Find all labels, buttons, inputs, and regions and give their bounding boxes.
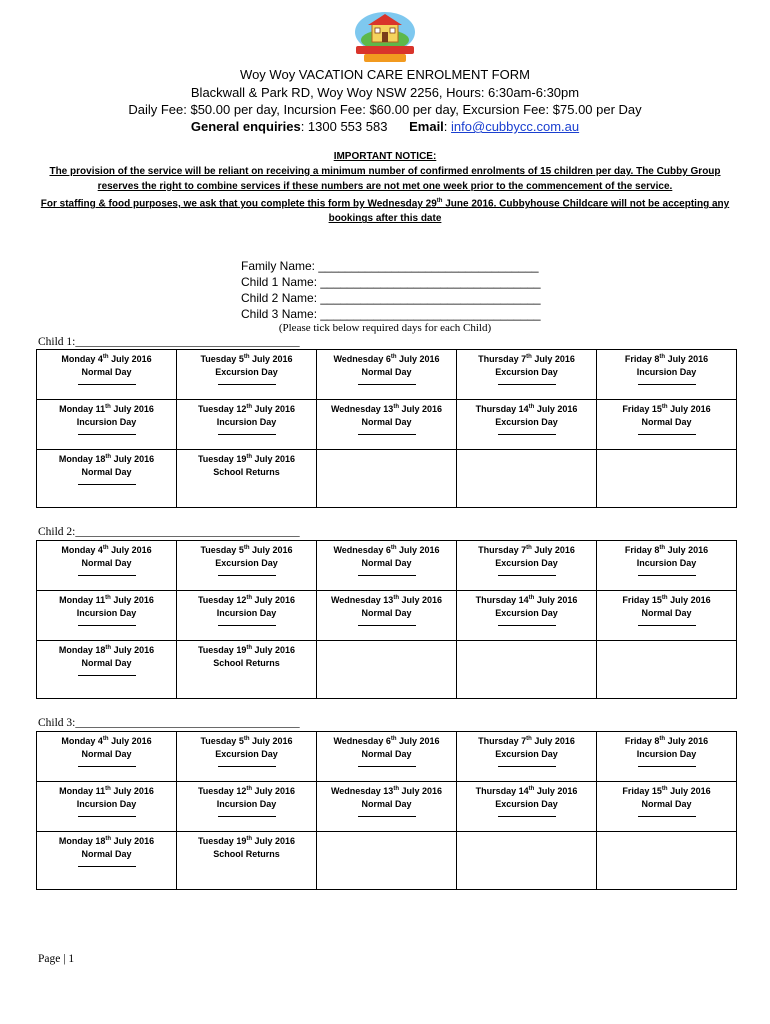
day-date: Tuesday 12th July 2016 bbox=[197, 595, 296, 605]
day-date: Wednesday 13th July 2016 bbox=[330, 786, 443, 796]
notice-line-1: The provision of the service will be reliant on receiving a minimum number of confirmed enrolments of 15 children per day. The Cubby Group reserves the right to combine services if these numbers are not met one week prior to the commencement of the service. bbox=[49, 166, 721, 192]
day-date: Monday 18th July 2016 bbox=[58, 454, 155, 464]
tick-line[interactable] bbox=[218, 382, 276, 385]
tick-line[interactable] bbox=[78, 482, 136, 485]
day-type: School Returns bbox=[213, 658, 280, 668]
cubbyhouse-logo bbox=[352, 10, 418, 64]
page-number: Page | 1 bbox=[38, 953, 75, 965]
day-cell[interactable] bbox=[317, 541, 457, 591]
empty-cell bbox=[457, 641, 597, 699]
form-title: Woy Woy VACATION CARE ENROLMENT FORM bbox=[240, 67, 530, 82]
day-type: Incursion Day bbox=[76, 608, 137, 618]
day-date: Friday 8th July 2016 bbox=[624, 545, 709, 555]
day-type: Normal Day bbox=[81, 658, 132, 668]
tick-line[interactable] bbox=[78, 673, 136, 676]
day-date: Monday 11th July 2016 bbox=[59, 404, 154, 414]
day-cell[interactable] bbox=[457, 541, 597, 591]
day-date: Friday 8th July 2016 bbox=[624, 354, 709, 364]
day-date: Tuesday 12th July 2016 bbox=[197, 786, 296, 796]
email-link[interactable]: info@cubbycc.com.au bbox=[451, 119, 580, 134]
day-cell[interactable] bbox=[177, 782, 317, 832]
day-type: Incursion Day bbox=[636, 749, 697, 759]
child-1-label[interactable]: Child 1:_______________________________________ bbox=[38, 336, 300, 348]
tick-line[interactable] bbox=[218, 623, 276, 626]
day-cell[interactable] bbox=[177, 641, 317, 699]
day-date: Monday 18th July 2016 bbox=[58, 645, 155, 655]
day-date: Monday 11th July 2016 bbox=[59, 786, 154, 796]
table-row bbox=[37, 782, 737, 832]
enquiries-phone: : 1300 553 583 bbox=[300, 119, 388, 134]
enquiries-label: General enquiries bbox=[190, 119, 301, 134]
day-type: Normal Day bbox=[81, 467, 132, 477]
tick-line[interactable] bbox=[78, 814, 136, 817]
tick-line[interactable] bbox=[218, 764, 276, 767]
day-cell[interactable] bbox=[177, 350, 317, 400]
tick-line[interactable] bbox=[358, 432, 416, 435]
tick-line[interactable] bbox=[498, 764, 556, 767]
day-type: Incursion Day bbox=[216, 417, 277, 427]
day-date: Monday 4th July 2016 bbox=[61, 354, 152, 364]
tick-line[interactable] bbox=[218, 573, 276, 576]
day-type: Incursion Day bbox=[76, 417, 137, 427]
day-cell[interactable] bbox=[317, 782, 457, 832]
day-date: Monday 11th July 2016 bbox=[59, 595, 154, 605]
day-date: Tuesday 5th July 2016 bbox=[200, 736, 293, 746]
day-type: Incursion Day bbox=[216, 608, 277, 618]
day-cell[interactable] bbox=[37, 732, 177, 782]
day-type: Normal Day bbox=[641, 608, 692, 618]
contact-line: General enquiries: 1300 553 583 Email: info@cubbycc.com.au bbox=[190, 119, 580, 134]
day-cell[interactable] bbox=[37, 450, 177, 508]
day-date: Thursday 7th July 2016 bbox=[478, 545, 575, 555]
day-type: Excursion Day bbox=[495, 608, 558, 618]
day-type: Excursion Day bbox=[495, 367, 558, 377]
day-date: Friday 15th July 2016 bbox=[622, 404, 711, 414]
day-type: Excursion Day bbox=[495, 799, 558, 809]
day-cell[interactable] bbox=[37, 591, 177, 641]
tick-line[interactable] bbox=[498, 382, 556, 385]
day-cell[interactable] bbox=[457, 591, 597, 641]
empty-cell bbox=[317, 450, 457, 508]
day-cell[interactable] bbox=[597, 541, 737, 591]
day-type: Incursion Day bbox=[216, 799, 277, 809]
tick-line[interactable] bbox=[358, 764, 416, 767]
day-date: Thursday 14th July 2016 bbox=[475, 404, 578, 414]
day-type: Incursion Day bbox=[76, 799, 137, 809]
day-date: Wednesday 13th July 2016 bbox=[330, 404, 443, 414]
day-type: Excursion Day bbox=[215, 558, 278, 568]
tick-line[interactable] bbox=[358, 573, 416, 576]
table-row bbox=[37, 641, 737, 699]
notice-body bbox=[38, 164, 732, 226]
table-row bbox=[37, 832, 737, 890]
child1-name-field[interactable]: Child 1 Name: _________________________________ bbox=[241, 275, 541, 289]
day-type: Normal Day bbox=[361, 749, 412, 759]
day-type: Normal Day bbox=[81, 849, 132, 859]
day-cell[interactable] bbox=[177, 832, 317, 890]
day-cell[interactable] bbox=[37, 541, 177, 591]
day-type: Excursion Day bbox=[495, 749, 558, 759]
day-date: Thursday 7th July 2016 bbox=[478, 354, 575, 364]
day-date: Wednesday 6th July 2016 bbox=[333, 545, 440, 555]
day-cell[interactable] bbox=[597, 591, 737, 641]
table-row bbox=[37, 541, 737, 591]
tick-line[interactable] bbox=[78, 573, 136, 576]
day-type: Normal Day bbox=[641, 417, 692, 427]
table-row bbox=[37, 591, 737, 641]
day-date: Tuesday 5th July 2016 bbox=[200, 354, 293, 364]
tick-line[interactable] bbox=[218, 814, 276, 817]
day-cell[interactable] bbox=[317, 732, 457, 782]
day-cell[interactable] bbox=[597, 732, 737, 782]
day-type: Normal Day bbox=[361, 558, 412, 568]
day-type: School Returns bbox=[213, 467, 280, 477]
empty-cell bbox=[457, 450, 597, 508]
empty-cell bbox=[597, 450, 737, 508]
day-type: Normal Day bbox=[361, 367, 412, 377]
day-date: Tuesday 5th July 2016 bbox=[200, 545, 293, 555]
tick-line[interactable] bbox=[498, 623, 556, 626]
day-date: Tuesday 19th July 2016 bbox=[197, 836, 296, 846]
table-row bbox=[37, 400, 737, 450]
day-date: Monday 4th July 2016 bbox=[61, 545, 152, 555]
address-hours: Blackwall & Park RD, Woy Woy NSW 2256, Hours: 6:30am-6:30pm bbox=[190, 85, 580, 100]
table-row bbox=[37, 732, 737, 782]
day-type: Excursion Day bbox=[215, 749, 278, 759]
day-date: Monday 18th July 2016 bbox=[58, 836, 155, 846]
tick-line[interactable] bbox=[358, 623, 416, 626]
day-date: Tuesday 19th July 2016 bbox=[197, 454, 296, 464]
family-name-field[interactable]: Family Name: _________________________________ bbox=[241, 259, 539, 273]
day-date: Thursday 14th July 2016 bbox=[475, 786, 578, 796]
day-cell[interactable] bbox=[177, 591, 317, 641]
tick-line[interactable] bbox=[78, 382, 136, 385]
tick-line[interactable] bbox=[498, 573, 556, 576]
tick-line[interactable] bbox=[638, 814, 696, 817]
empty-cell bbox=[597, 641, 737, 699]
tick-line[interactable] bbox=[358, 382, 416, 385]
tick-line[interactable] bbox=[638, 573, 696, 576]
day-cell[interactable] bbox=[37, 350, 177, 400]
day-date: Tuesday 12th July 2016 bbox=[197, 404, 296, 414]
day-date: Wednesday 6th July 2016 bbox=[333, 736, 440, 746]
tick-line[interactable] bbox=[638, 764, 696, 767]
day-cell[interactable] bbox=[317, 591, 457, 641]
day-date: Thursday 14th July 2016 bbox=[475, 595, 578, 605]
day-cell[interactable] bbox=[177, 732, 317, 782]
email-label: Email bbox=[409, 119, 444, 134]
day-date: Monday 4th July 2016 bbox=[61, 736, 152, 746]
day-type: Excursion Day bbox=[495, 417, 558, 427]
day-cell[interactable] bbox=[177, 450, 317, 508]
child2-name-field[interactable]: Child 2 Name: _________________________________ bbox=[241, 291, 541, 305]
day-cell[interactable] bbox=[177, 541, 317, 591]
day-type: Normal Day bbox=[641, 799, 692, 809]
day-type: Incursion Day bbox=[636, 558, 697, 568]
tick-line[interactable] bbox=[78, 864, 136, 867]
child3-name-field[interactable]: Child 3 Name: _________________________________ bbox=[241, 307, 541, 321]
day-cell[interactable] bbox=[457, 732, 597, 782]
day-type: Excursion Day bbox=[495, 558, 558, 568]
day-date: Friday 15th July 2016 bbox=[622, 595, 711, 605]
day-cell[interactable] bbox=[457, 782, 597, 832]
empty-cell bbox=[457, 832, 597, 890]
tick-line[interactable] bbox=[78, 764, 136, 767]
day-cell[interactable] bbox=[597, 400, 737, 450]
table-row bbox=[37, 350, 737, 400]
tick-line[interactable] bbox=[358, 814, 416, 817]
day-cell[interactable] bbox=[457, 400, 597, 450]
empty-cell bbox=[317, 641, 457, 699]
tick-line[interactable] bbox=[218, 432, 276, 435]
day-date: Thursday 7th July 2016 bbox=[478, 736, 575, 746]
tick-line[interactable] bbox=[638, 432, 696, 435]
day-type: Normal Day bbox=[361, 417, 412, 427]
tick-line[interactable] bbox=[78, 623, 136, 626]
tick-line[interactable] bbox=[498, 814, 556, 817]
day-cell[interactable] bbox=[457, 350, 597, 400]
tick-line[interactable] bbox=[78, 432, 136, 435]
notice-title: IMPORTANT NOTICE: bbox=[333, 151, 437, 162]
tick-line[interactable] bbox=[498, 432, 556, 435]
day-cell[interactable] bbox=[37, 400, 177, 450]
day-type: Normal Day bbox=[81, 558, 132, 568]
day-cell[interactable] bbox=[597, 782, 737, 832]
empty-cell bbox=[597, 832, 737, 890]
day-cell[interactable] bbox=[37, 782, 177, 832]
child-3-days-table bbox=[36, 731, 737, 890]
empty-cell bbox=[317, 832, 457, 890]
day-type: Normal Day bbox=[361, 608, 412, 618]
table-row bbox=[37, 450, 737, 508]
day-cell[interactable] bbox=[37, 832, 177, 890]
notice-line-2: For staffing & food purposes, we ask that you complete this form by Wednesday 29th June 2016. Cubbyhouse Childcare will not be accepting any bookings after this date bbox=[40, 198, 730, 225]
day-date: Friday 8th July 2016 bbox=[624, 736, 709, 746]
child-2-days-table bbox=[36, 540, 737, 699]
tick-instructions: (Please tick below required days for each Child) bbox=[278, 322, 492, 334]
day-type: School Returns bbox=[213, 849, 280, 859]
day-date: Friday 15th July 2016 bbox=[622, 786, 711, 796]
child-3-label[interactable]: Child 3:_______________________________________ bbox=[38, 717, 300, 729]
tick-line[interactable] bbox=[638, 382, 696, 385]
day-type: Excursion Day bbox=[215, 367, 278, 377]
day-type: Normal Day bbox=[81, 749, 132, 759]
fees-line: Daily Fee: $50.00 per day, Incursion Fee: $60.00 per day, Excursion Fee: $75.00 per Day bbox=[128, 102, 642, 117]
day-cell[interactable] bbox=[177, 400, 317, 450]
day-date: Wednesday 13th July 2016 bbox=[330, 595, 443, 605]
day-date: Tuesday 19th July 2016 bbox=[197, 645, 296, 655]
day-type: Normal Day bbox=[81, 367, 132, 377]
child-1-days-table bbox=[36, 349, 737, 508]
day-cell[interactable] bbox=[317, 400, 457, 450]
day-date: Wednesday 6th July 2016 bbox=[333, 354, 440, 364]
day-cell[interactable] bbox=[597, 350, 737, 400]
child-2-label[interactable]: Child 2:_______________________________________ bbox=[38, 526, 300, 538]
day-type: Incursion Day bbox=[636, 367, 697, 377]
day-type: Normal Day bbox=[361, 799, 412, 809]
day-cell[interactable] bbox=[37, 641, 177, 699]
tick-line[interactable] bbox=[638, 623, 696, 626]
day-cell[interactable] bbox=[317, 350, 457, 400]
names-block bbox=[241, 258, 541, 322]
